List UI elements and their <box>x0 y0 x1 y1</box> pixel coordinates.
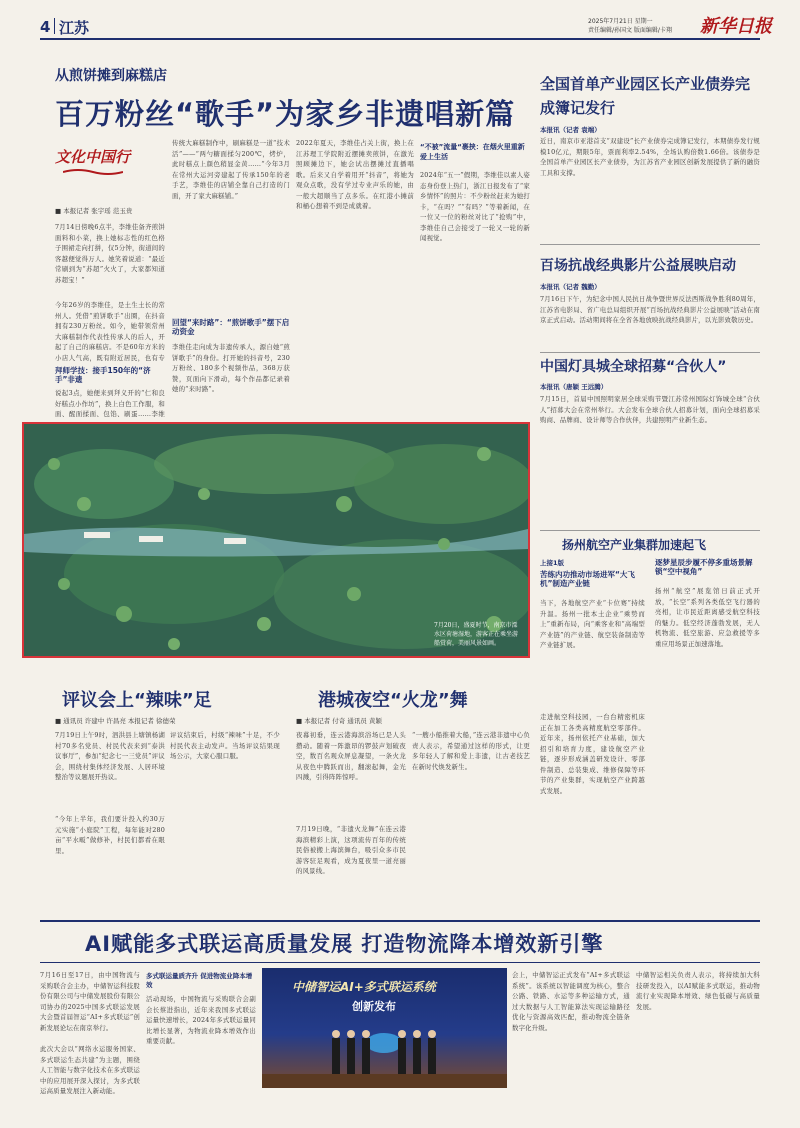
page-header <box>0 0 800 40</box>
review-body-3: 评议结束后，村级“辣味”十足，不少村民代表主动发声。当场评议结果现场公示，大家心服口服。 <box>170 731 280 760</box>
feature-body-6: 2022年夏天，李维佳占关上街，换上在江苏理工学院附近摆摊卖煎饼，在激光照顾摊边下，她会试出摆摊过直播唱歌。后来又自学着用开“抖音”，将她为观众点歌，没有学过专业声乐的她，由一般大超顺当了点多乐。在红港小摊前和桶心想着不到是成就着。 <box>296 139 414 210</box>
aviation-kicker: 上接1版 <box>540 559 565 567</box>
review-body-2: “今年上半年，我们要计投入约30万元实施“小庭院”工程，每年能对280亩“平水畈”做修补，村民们都看在眼里。 <box>55 815 165 855</box>
launch-event-photo <box>262 968 507 1088</box>
feature-headline: 百万粉丝“歌手”为家乡非遗唱新篇 <box>55 97 516 131</box>
aviation-subhead-1: 苦练内功推动市场进军“大飞机”制造产业链 <box>540 570 635 588</box>
ai-headline: AI赋能多式联运高质量发展 打造物流降本增效新引擎 <box>85 932 604 956</box>
feature-body-4: 传统大麻糕制作中，刷麻糕是一道“技术活”——“两勺糖面揉匀200℃，烤炉，此时糕点上颜色稍显金黄……“今年3月在常州大运河旁建起了传承150年的老手艺，李维佳的店铺全靠自己打造的门面，开了家大麻糕铺。” <box>172 139 290 200</box>
bond-headline: 全国首单产业园区长产业债券完成簿记发行 <box>540 75 751 117</box>
aviation-body-3: 扬州“航空”展览馆日前正式开放，“长空”系列各类低空飞行器的亮相，让市民近距离感受航空科技的魅力。低空经济蓬勃发展，无人机物流、低空旅游、应急救援等多重应用场景正加速落地。 <box>655 587 760 648</box>
feature-body-1: 7月14日傍晚6点半，李维佳备齐煎饼面料和小菜，换上她标志性的红色格子围裙走向打拼，仅5分钟，街道间的客越便觉得万人。她笑着说道：“最近常刷到为“苏超”火火了，大家都知道苏超宝！” <box>55 223 165 284</box>
lamp-headline: 中国灯具城全球招募“合伙人” <box>540 359 727 375</box>
page-number: 4 <box>40 18 51 36</box>
feature-body-2: 今年26岁的李维佳，是土生土长的常州人。凭借“煎饼歌手”出圈，在抖音拥有230万粉丝。如今，她带领常州大麻糕制作代表性传承人的后人，开起了自己的麻糕店。不是60年方米的小店人气高，既有附近居民，也有专 <box>55 301 165 362</box>
feature-subhead-1: 拜师学技：接手150年的“济手”非遗 <box>55 366 151 384</box>
lamp-body: 7月15日，首届中国照明家居全球采购节暨江苏常州国际灯饰城全球“合伙人”招募大会在常州举行。大会发布全球合伙人招募计划，面向全球招募采购商、品牌商、设计师等合作伙伴，共建照明产业新生态。 <box>540 395 760 424</box>
screen-title: 中储智运AI+多式联运系统 <box>292 980 436 994</box>
feature-body-5: 李维佳走向成为非遗传承人，源自她“煎饼歌手”的身份。打开她的抖音号，230万粉丝、180多个视频作品，368万获赞，页面向下滑动，每个作品都记录着她的“来时路”。 <box>172 343 290 393</box>
review-headline: 评议会上“辣味”足 <box>62 690 212 711</box>
feature-body-3: 说起3点，她便来到拜义开的“仁和良好糕点小作坊”，换上白色工作服，和面、醒面揉面、包馅、刷蛋……李维 <box>55 389 165 418</box>
ai-body-4: 会上，中储智运正式发布“AI+多式联运系统”。该系统以智能调度为核心，整合公路、铁路、水运等多种运输方式，通过大数据与人工智能算法实现运输路径优化与资源高效匹配，推动物流全链条数字化升级。 <box>512 971 630 1032</box>
page-editors: 责任编辑/孙国文 版面编辑/卡翔 <box>588 27 672 34</box>
movie-byline: 本报讯（记者 魏勤） <box>540 283 601 291</box>
bond-byline: 本报讯（记者 袁端） <box>540 126 601 134</box>
ai-body-2: 此次大会以“网络水运服务国家、多式联运生态共建”为主题，围绕人工智能与数字化技术在多式联运中的应用展开深入探讨，为多式联运高质量发展注入新动能。 <box>40 1045 140 1095</box>
masthead-logo: 新华日报 <box>700 16 772 37</box>
ribbon-icon <box>63 168 123 176</box>
feature-subhead-2: 回望“来时路”：“煎饼歌手”摆下启动资金 <box>172 318 290 336</box>
movie-headline: 百场抗战经典影片公益展映启动 <box>540 258 736 274</box>
harbor-body-3: “一艘小船推着大船，”连云港非遗中心负责人表示，希望通过这样的形式，让更多年轻人了解和爱上非遗，让古老技艺在新时代焕发新生。 <box>412 731 530 771</box>
harbor-body-2: 7月19日晚，“非遗火龙舞”在连云港海滨精彩上演，这项流传百年的传统民俗被搬上海滨舞台，吸引众多市民游客驻足观看，成为夏夜里一道亮丽的风景线。 <box>296 825 406 875</box>
ai-body-1: 7月16日至17日，由中国物流与采购联合会主办，中储智运科技股份有限公司与中储发展股份有限公司协办的2025中国多式联运发展大会暨首届智运“AI+多式联运”创新发展论坛在南京举行。 <box>40 971 140 1032</box>
issue-date: 2025年7月21日 星期一 <box>588 18 653 25</box>
section-name: 江苏 <box>59 19 90 37</box>
aviation-body-1: 当下，各地航空产业“卡位赛”持续升温。扬州一批本土企业“乘势而上”重新布局，向“乘客业和“高端型产业链”的产业链、航空装备制造等产业链扩展。 <box>540 599 645 649</box>
feature-byline: ■ 本报记者 张宇瑶 范玉贵 <box>55 207 133 215</box>
column-logo: 文化中国行 <box>55 138 145 178</box>
harbor-byline: ■ 本报记者 付奇 通讯员 黄颖 <box>296 717 382 725</box>
lotus-photo <box>22 422 530 658</box>
sidebar-notice-title: “不被”流量“裹挟：在烟火里重新爱上生活 <box>420 143 525 161</box>
aviation-subhead-2: 逐梦星辰步履不停多重场景解锁“空中视角” <box>655 558 753 576</box>
movie-body: 7月16日下午，为纪念中国人民抗日战争暨世界反法西斯战争胜利80周年，江苏省电影局、省广电总局组织开展“百场抗战经典影片公益展映”活动在南京正式启动。活动期间将在全省各地放映抗战经典影片，以光影致敬历史。 <box>540 295 760 324</box>
review-body-1: 7月19日上午9时，泗洪县上塘镇杨湖村70多名党员、村民代表来到“泰洪议事厅”，参加“纪念七一三党员”评议会，围绕村集体经济发展、人居环境整治等议题展开热议。 <box>55 731 165 781</box>
feature-kicker: 从煎饼摊到麻糕店 <box>55 68 167 84</box>
photo-caption: 7月20日，盛夏时节，南京市溧水区荷塘湿地，游客正在乘坐游船赏荷，美丽风景如画。 <box>434 622 519 647</box>
bond-body: 近日，南京市亚港首支“双建设”长产业债券完成簿记发行，本期债券发行规模10亿元，期限5年，票面利率2.54%，全场认购倍数1.66倍。该债券是全国首单产业园区长产业债券，为江苏省产业园区创新发展提供了新的融资工具和支撑。 <box>540 137 760 177</box>
stage-people <box>262 968 507 1088</box>
review-byline: ■ 通讯员 许建中 许昌亮 本报记者 徐德荣 <box>55 717 176 725</box>
ai-body-5: 中储智运相关负责人表示，将持续加大科技研发投入，以AI赋能多式联运，推动物流行业实现降本增效、绿色低碳与高质量发展。 <box>636 971 760 1011</box>
aviation-body-2: 走进航空科技园，一台台精密机床正在加工各类高精度航空零部件。近年来，扬州依托产业基础，加大招引和培育力度，建设航空产业链，逐步形成涵盖研发设计、零部件制造、总装集成、维修保障等环节的产业集群，实现航空产业跨越式发展。 <box>540 713 645 795</box>
harbor-body-1: 夜幕初垂，连云港海滨浴场已是人头攒动。随着一阵激昂的锣鼓声划破夜空，数百名观众屏息凝望，一条火龙从夜色中腾跃而出，翻滚起舞，金光四溅，引得阵阵惊呼。 <box>296 731 406 781</box>
screen-subtitle: 创新发布 <box>352 1000 396 1013</box>
sidebar-notice-body: 2024年“五一”假期，李维佳以素人姿态身份登上热门，浙江日报发布了“家乡情怀”的照片：不少粉丝赶来为她打卡，“在吗？”“有吗？”等着新闻，在一位又一位的粉丝对比了“抢购”中，李维佳自己会接受了一轮又一轮的新闻视觉。 <box>420 171 530 242</box>
ai-body-3: 活动现场，中国物流与采购联合会副会长蔡进指出，近年来我国多式联运运量快速增长，2024年多式联运量同比增长显著，为物流业降本增效作出重要贡献。 <box>146 995 256 1045</box>
ai-subhead-1: 多式联运量质齐升 促进物流业降本增效 <box>146 972 253 989</box>
lamp-byline: 本报讯（唐颖 王远腾） <box>540 383 608 391</box>
harbor-headline: 港城夜空“火龙”舞 <box>318 690 468 711</box>
aviation-headline: 扬州航空产业集群加速起飞 <box>562 538 707 552</box>
